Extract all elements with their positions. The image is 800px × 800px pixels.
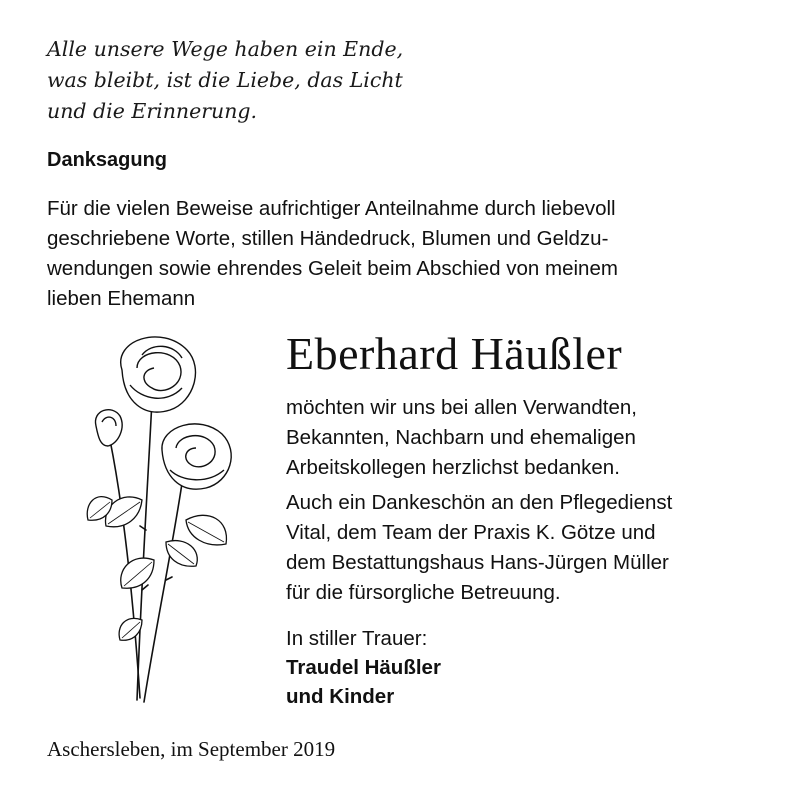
thanks-line: Bekannten, Nachbarn und ehemaligen (286, 426, 636, 449)
poem-line: und die Erinnerung. (47, 99, 258, 123)
extra-thanks-line: Auch ein Dankeschön an den Pflegedienst (286, 491, 673, 514)
rose-bud (95, 410, 122, 446)
poem-line: Alle unsere Wege haben ein Ende, (47, 37, 404, 61)
intro-line: wendungen sowie ehrendes Geleit beim Abschied von meinem (47, 257, 618, 280)
poem (47, 34, 403, 127)
extra-thanks-line: Vital, dem Team der Praxis K. Götze und (286, 521, 656, 544)
intro-line: lieben Ehemann (47, 287, 196, 310)
heading-danksagung: Danksagung (47, 149, 168, 171)
rose-illustration (82, 330, 242, 710)
extra-thanks-paragraph (286, 488, 672, 608)
rose-bloom-right (162, 424, 231, 489)
poem-line: was bleibt, ist die Liebe, das Licht (47, 68, 403, 92)
rose-bloom-top (121, 337, 196, 412)
signoff-intro: In stiller Trauer: (286, 627, 428, 650)
thanks-paragraph (286, 393, 637, 483)
intro-line: Für die vielen Beweise aufrichtiger Anteilnahme durch liebevoll (47, 197, 616, 220)
signoff-name: Traudel Häußler (286, 656, 441, 679)
intro-line: geschriebene Worte, stillen Händedruck, Blumen und Geldzu- (47, 227, 609, 250)
thanks-line: Arbeitskollegen herzlichst bedanken. (286, 456, 620, 479)
place-date: Aschersleben, im September 2019 (47, 737, 336, 761)
thanks-line: möchten wir uns bei allen Verwandten, (286, 396, 637, 419)
extra-thanks-line: für die fürsorgliche Betreuung. (286, 581, 561, 604)
rose-leaves (87, 497, 226, 641)
extra-thanks-line: dem Bestattungshaus Hans-Jürgen Müller (286, 551, 669, 574)
intro-text (47, 194, 767, 314)
signoff-family: und Kinder (286, 685, 395, 708)
deceased-name: Eberhard Häußler (286, 328, 623, 379)
signoff (286, 624, 441, 711)
